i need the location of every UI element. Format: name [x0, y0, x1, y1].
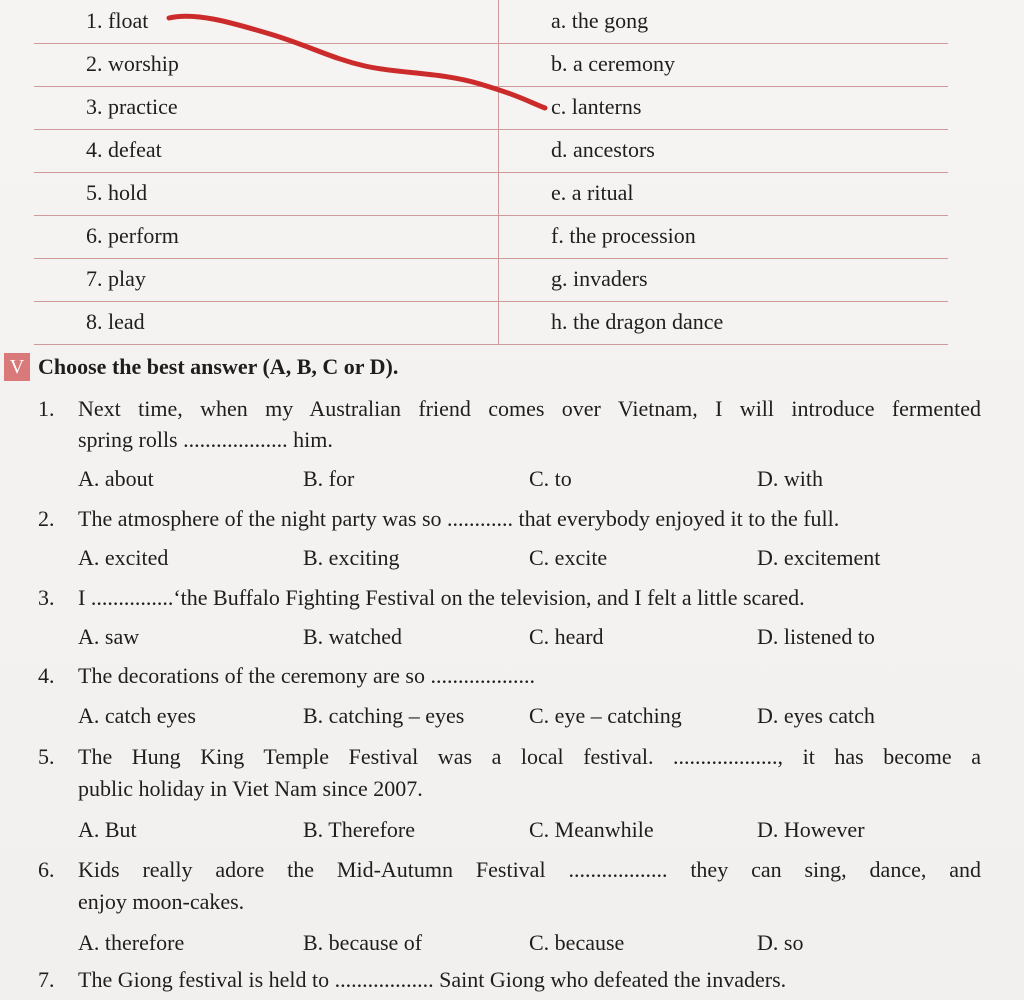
option-a[interactable]: A. excited: [78, 545, 169, 570]
option-c[interactable]: C. because: [529, 930, 625, 955]
option-a[interactable]: A. therefore: [78, 930, 185, 955]
match-right-item: b. a ceremony: [551, 51, 675, 76]
match-right-item: g. invaders: [551, 266, 648, 291]
option-d[interactable]: D. eyes catch: [757, 703, 875, 728]
question-number: 2.: [38, 506, 55, 531]
option-d[interactable]: D. excitement: [757, 545, 881, 570]
section-title: Choose the best answer (A, B, C or D).: [38, 354, 399, 379]
option-c[interactable]: C. to: [529, 466, 572, 491]
question-text: I ...............‘the Buffalo Fighting Festival on the television, and I felt a little scared.: [78, 585, 805, 610]
option-d[interactable]: D. listened to: [757, 624, 875, 649]
match-left-item: 8. lead: [86, 309, 145, 334]
question-number: 5.: [38, 744, 55, 769]
option-b[interactable]: B. Therefore: [303, 817, 415, 842]
question-number: 3.: [38, 585, 55, 610]
question-text: The Hung King Temple Festival was a local festival. ..................., it has become a: [78, 744, 981, 769]
option-a[interactable]: A. catch eyes: [78, 703, 196, 728]
match-right-item: d. ancestors: [551, 137, 655, 162]
option-d[interactable]: D. so: [757, 930, 804, 955]
match-left-item: 6. perform: [86, 223, 179, 248]
match-left-item: 4. defeat: [86, 137, 162, 162]
option-b[interactable]: B. for: [303, 466, 355, 491]
option-b[interactable]: B. exciting: [303, 545, 400, 570]
match-left-item: 3. practice: [86, 94, 178, 119]
question-number: 6.: [38, 857, 55, 882]
question-text: spring rolls ................... him.: [78, 427, 333, 452]
option-c[interactable]: C. eye – catching: [529, 703, 682, 728]
table-row: [34, 172, 948, 216]
match-left-item: 5. hold: [86, 180, 148, 205]
match-left-item: 2. worship: [86, 51, 179, 76]
match-right-item: a. the gong: [551, 8, 649, 33]
match-right-item: f. the procession: [551, 223, 696, 248]
question-text: public holiday in Viet Nam since 2007.: [78, 776, 423, 801]
option-c[interactable]: C. heard: [529, 624, 604, 649]
section-number-badge: V: [4, 353, 30, 381]
question-number: 7.: [38, 967, 55, 992]
match-right-item: h. the dragon dance: [551, 309, 724, 334]
option-c[interactable]: C. excite: [529, 545, 608, 570]
option-a[interactable]: A. But: [78, 817, 137, 842]
option-d[interactable]: D. with: [757, 466, 823, 491]
table-row: [34, 258, 948, 302]
option-a[interactable]: A. about: [78, 466, 154, 491]
option-b[interactable]: B. watched: [303, 624, 402, 649]
table-row: [34, 0, 948, 44]
option-b[interactable]: B. catching – eyes: [303, 703, 465, 728]
option-b[interactable]: B. because of: [303, 930, 423, 955]
question-number: 4.: [38, 663, 55, 688]
match-left-item: 7. play: [86, 266, 146, 291]
question-text: Next time, when my Australian friend comes over Vietnam, I will introduce fermented: [78, 396, 981, 421]
option-c[interactable]: C. Meanwhile: [529, 817, 654, 842]
section-heading: [4, 350, 398, 384]
question-text: The atmosphere of the night party was so ............ that everybody enjoyed it to the full.: [78, 506, 840, 531]
table-row: [34, 301, 948, 345]
question-text: Kids really adore the Mid-Autumn Festival .................. they can sing, dance, and: [78, 857, 981, 882]
question-text: enjoy moon-cakes.: [78, 889, 245, 914]
table-row: [34, 129, 948, 173]
option-d[interactable]: D. However: [757, 817, 865, 842]
question-number: 1.: [38, 396, 55, 421]
question-text: The decorations of the ceremony are so ...................: [78, 663, 535, 688]
match-left-item: 1. float: [86, 8, 149, 33]
match-right-item: e. a ritual: [551, 180, 634, 205]
question-text: The Giong festival is held to .................. Saint Giong who defeated the invaders.: [78, 967, 787, 992]
option-a[interactable]: A. saw: [78, 624, 140, 649]
match-right-item: c. lanterns: [551, 94, 642, 119]
